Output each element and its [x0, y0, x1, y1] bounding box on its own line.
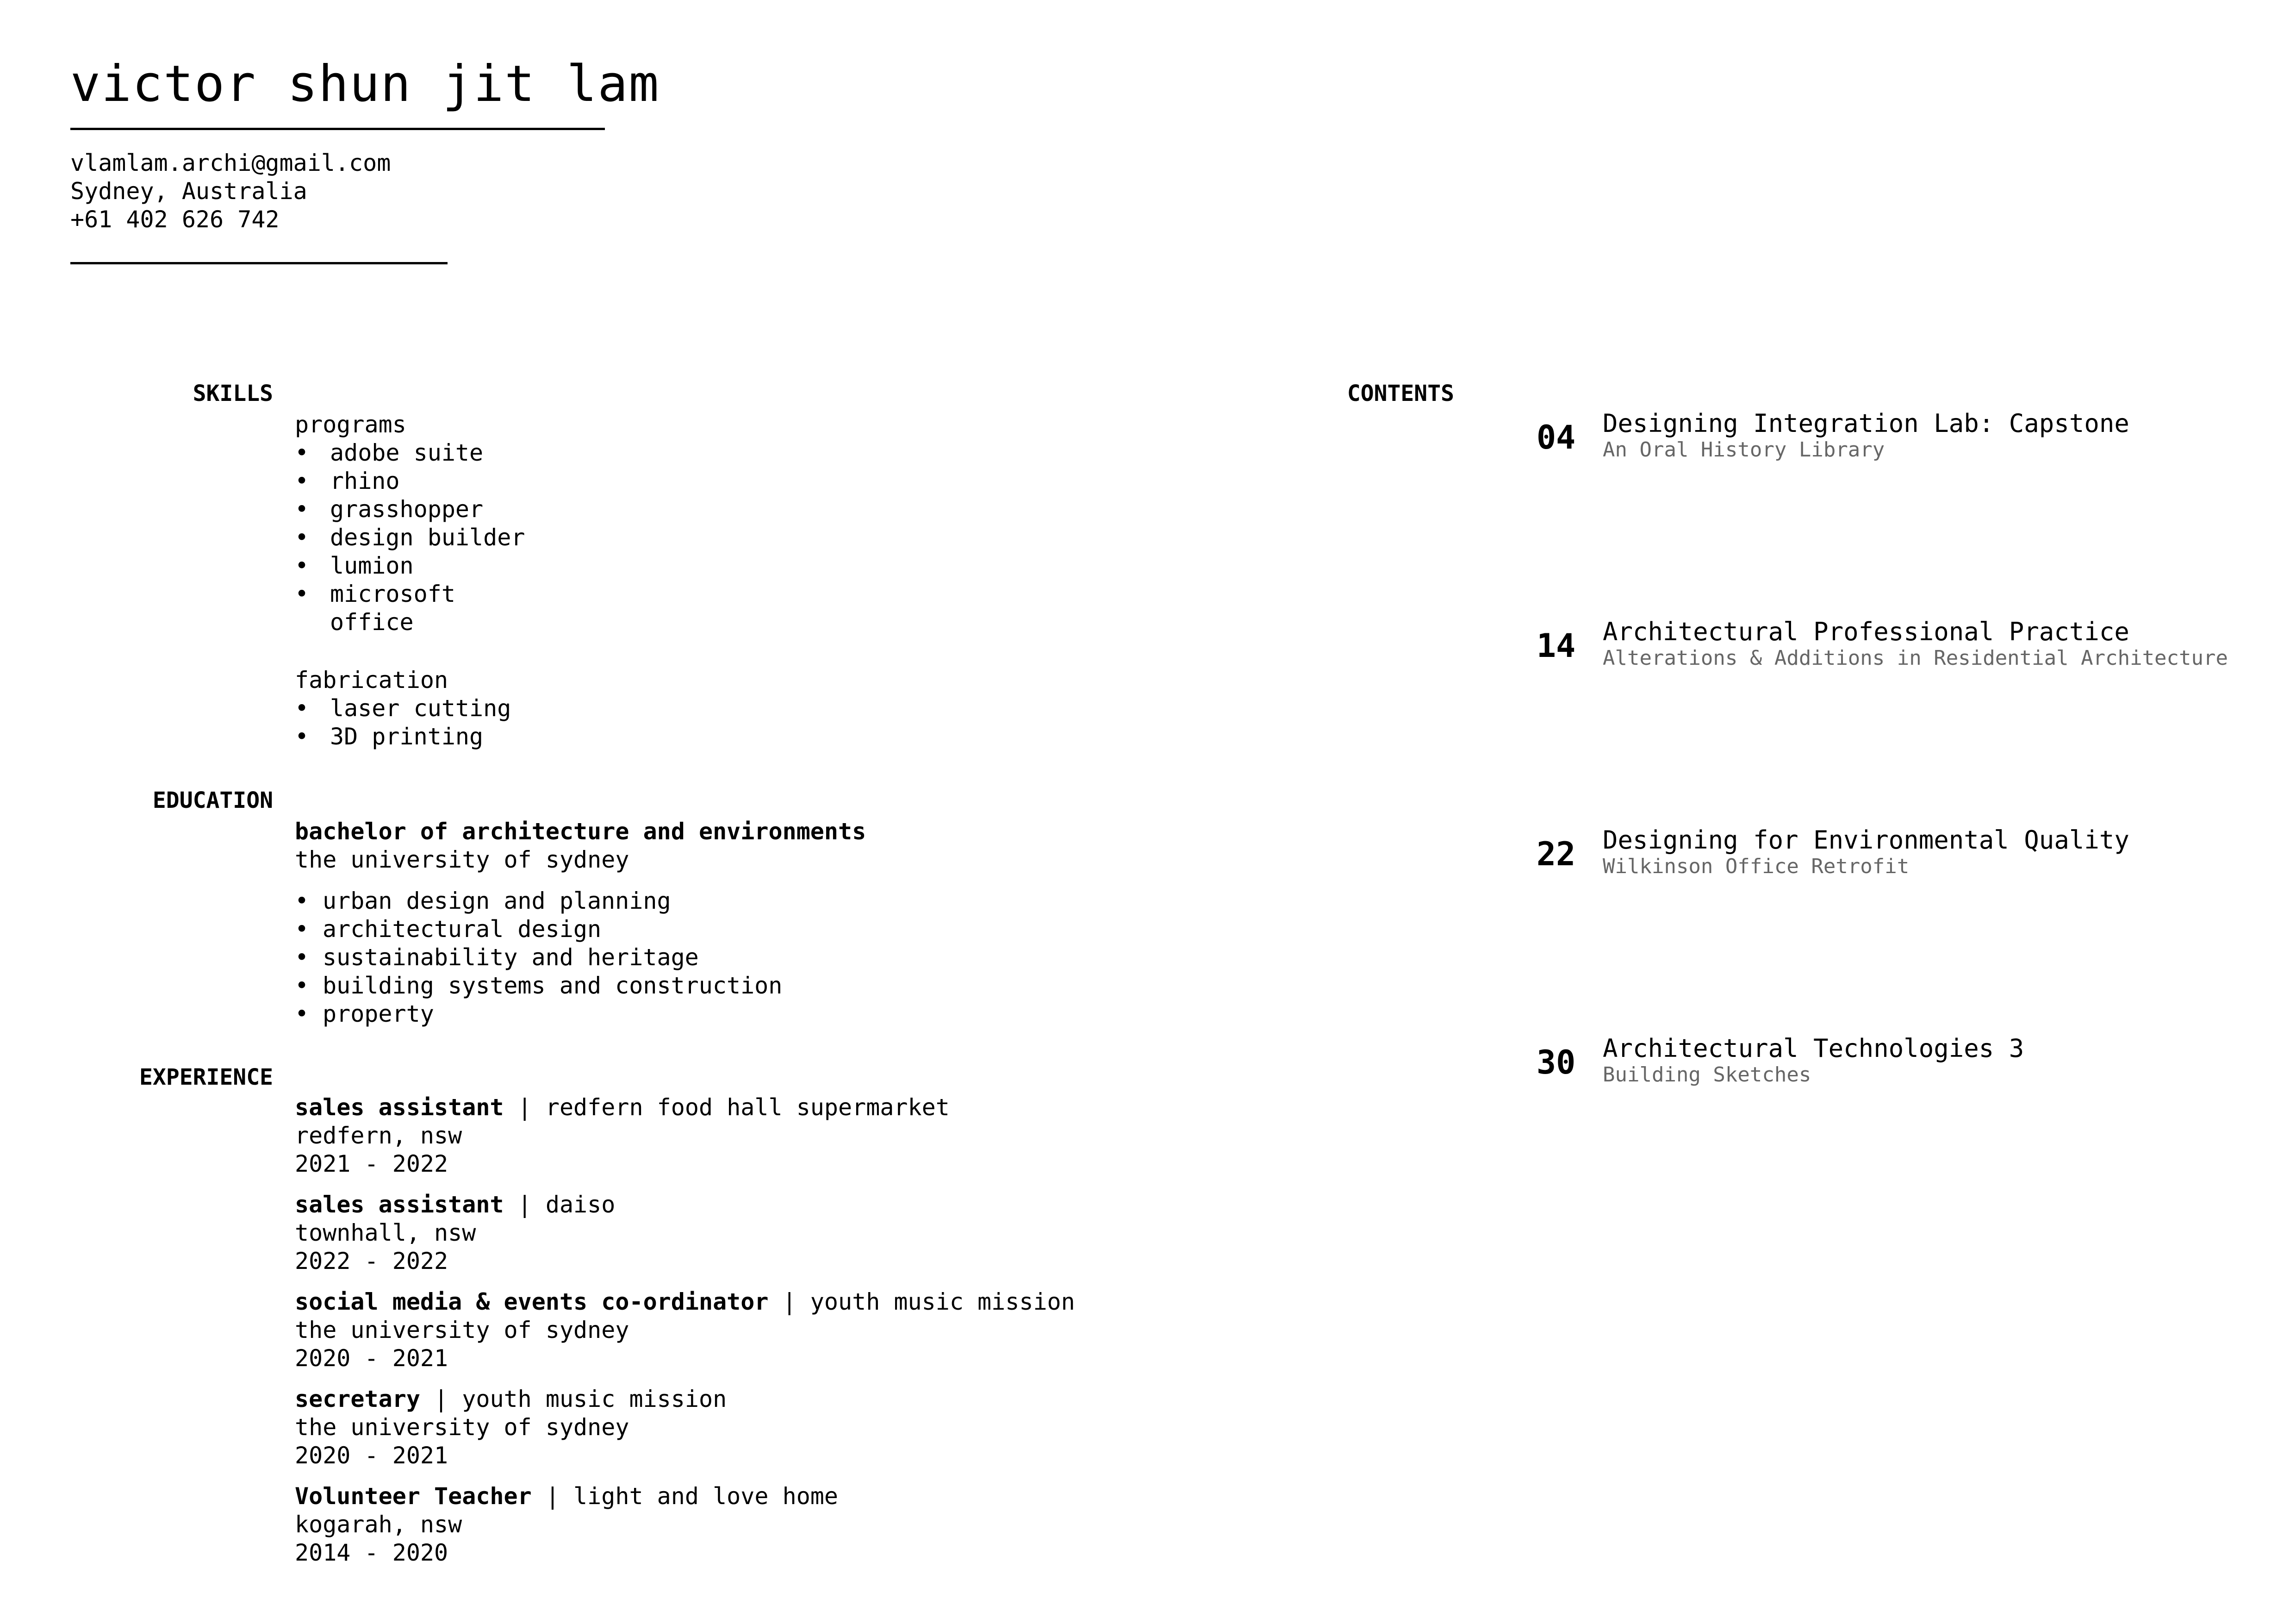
job-entry: [295, 1482, 1075, 1567]
list-item: • 3D printing: [295, 723, 525, 751]
contents-subtitle: Wilkinson Office Retrofit: [1603, 855, 1910, 878]
contents-title: Architectural Technologies 3: [1603, 1034, 2024, 1063]
job-organisation: | light and love home: [531, 1483, 839, 1510]
contents-label: CONTENTS: [1347, 381, 1454, 406]
job-years: 2020 - 2021: [295, 1442, 448, 1469]
job-role: Volunteer Teacher: [295, 1483, 532, 1510]
job-role: secretary: [295, 1386, 420, 1412]
contents-subtitle: Alterations & Additions in Residential Architecture: [1603, 646, 2228, 670]
contents-subtitle: An Oral History Library: [1603, 438, 1885, 462]
job-organisation: | youth music mission: [420, 1386, 727, 1412]
skills-label: SKILLS: [193, 381, 273, 406]
contents-page-number: 14: [1537, 627, 1576, 665]
job-years: 2020 - 2021: [295, 1345, 448, 1372]
title-divider: [70, 128, 605, 130]
programs-list: [295, 439, 525, 637]
email-text: vlamlam.archi@gmail.com: [70, 150, 391, 176]
fabrication-list: [295, 694, 525, 751]
job-role: sales assistant: [295, 1191, 504, 1218]
education-label: EDUCATION: [152, 787, 273, 813]
contact-block: [70, 149, 391, 234]
contents-page-number: 30: [1537, 1043, 1576, 1081]
job-entry: [295, 1288, 1075, 1373]
job-role: sales assistant: [295, 1094, 504, 1121]
list-item: • adobe suite: [295, 439, 525, 467]
job-years: 2021 - 2022: [295, 1150, 448, 1177]
contents-page-number: 22: [1537, 835, 1576, 873]
job-location: townhall, nsw: [295, 1219, 476, 1246]
list-item: • building systems and construction: [295, 972, 866, 1000]
list-item: • sustainability and heritage: [295, 943, 866, 972]
job-location: the university of sydney: [295, 1317, 629, 1343]
list-item: • rhino: [295, 467, 525, 495]
list-item: • laser cutting: [295, 694, 525, 723]
job-entry: [295, 1385, 1075, 1470]
subjects-list: [295, 887, 866, 1028]
degree-title: bachelor of architecture and environments: [295, 818, 866, 845]
contents-title: Architectural Professional Practice: [1603, 617, 2129, 646]
list-item: • microsoft office: [295, 580, 506, 637]
list-item: • architectural design: [295, 915, 866, 943]
job-location: redfern, nsw: [295, 1122, 462, 1149]
skills-section: [295, 411, 525, 751]
contents-title: Designing for Environmental Quality: [1603, 825, 2129, 855]
list-item: • design builder: [295, 524, 525, 552]
job-organisation: | redfern food hall supermarket: [504, 1094, 950, 1121]
job-role: social media & events co-ordinator: [295, 1288, 769, 1315]
page-title: victor shun jit lam: [70, 55, 660, 113]
institution-text: the university of sydney: [295, 846, 629, 873]
contents-title: Designing Integration Lab: Capstone: [1603, 409, 2129, 438]
job-entry: [295, 1191, 1075, 1275]
job-entry: [295, 1093, 1075, 1178]
list-item: • property: [295, 1000, 866, 1028]
phone-text: +61 402 626 742: [70, 206, 280, 233]
location-text: Sydney, Australia: [70, 178, 307, 205]
experience-label: EXPERIENCE: [139, 1064, 273, 1090]
job-location: the university of sydney: [295, 1414, 629, 1441]
job-location: kogarah, nsw: [295, 1511, 462, 1538]
job-organisation: | daiso: [504, 1191, 616, 1218]
list-item: • grasshopper: [295, 495, 525, 524]
education-section: [295, 818, 866, 1028]
job-organisation: | youth music mission: [768, 1288, 1075, 1315]
list-item: • lumion: [295, 552, 525, 580]
contents-subtitle: Building Sketches: [1603, 1063, 1811, 1087]
job-years: 2014 - 2020: [295, 1539, 448, 1566]
contents-page-number: 04: [1537, 418, 1576, 456]
contact-divider: [70, 262, 448, 264]
job-years: 2022 - 2022: [295, 1248, 448, 1274]
list-item: • urban design and planning: [295, 887, 866, 915]
programs-heading: programs: [295, 411, 406, 438]
experience-section: [295, 1093, 1075, 1580]
fabrication-heading: fabrication: [295, 667, 448, 693]
